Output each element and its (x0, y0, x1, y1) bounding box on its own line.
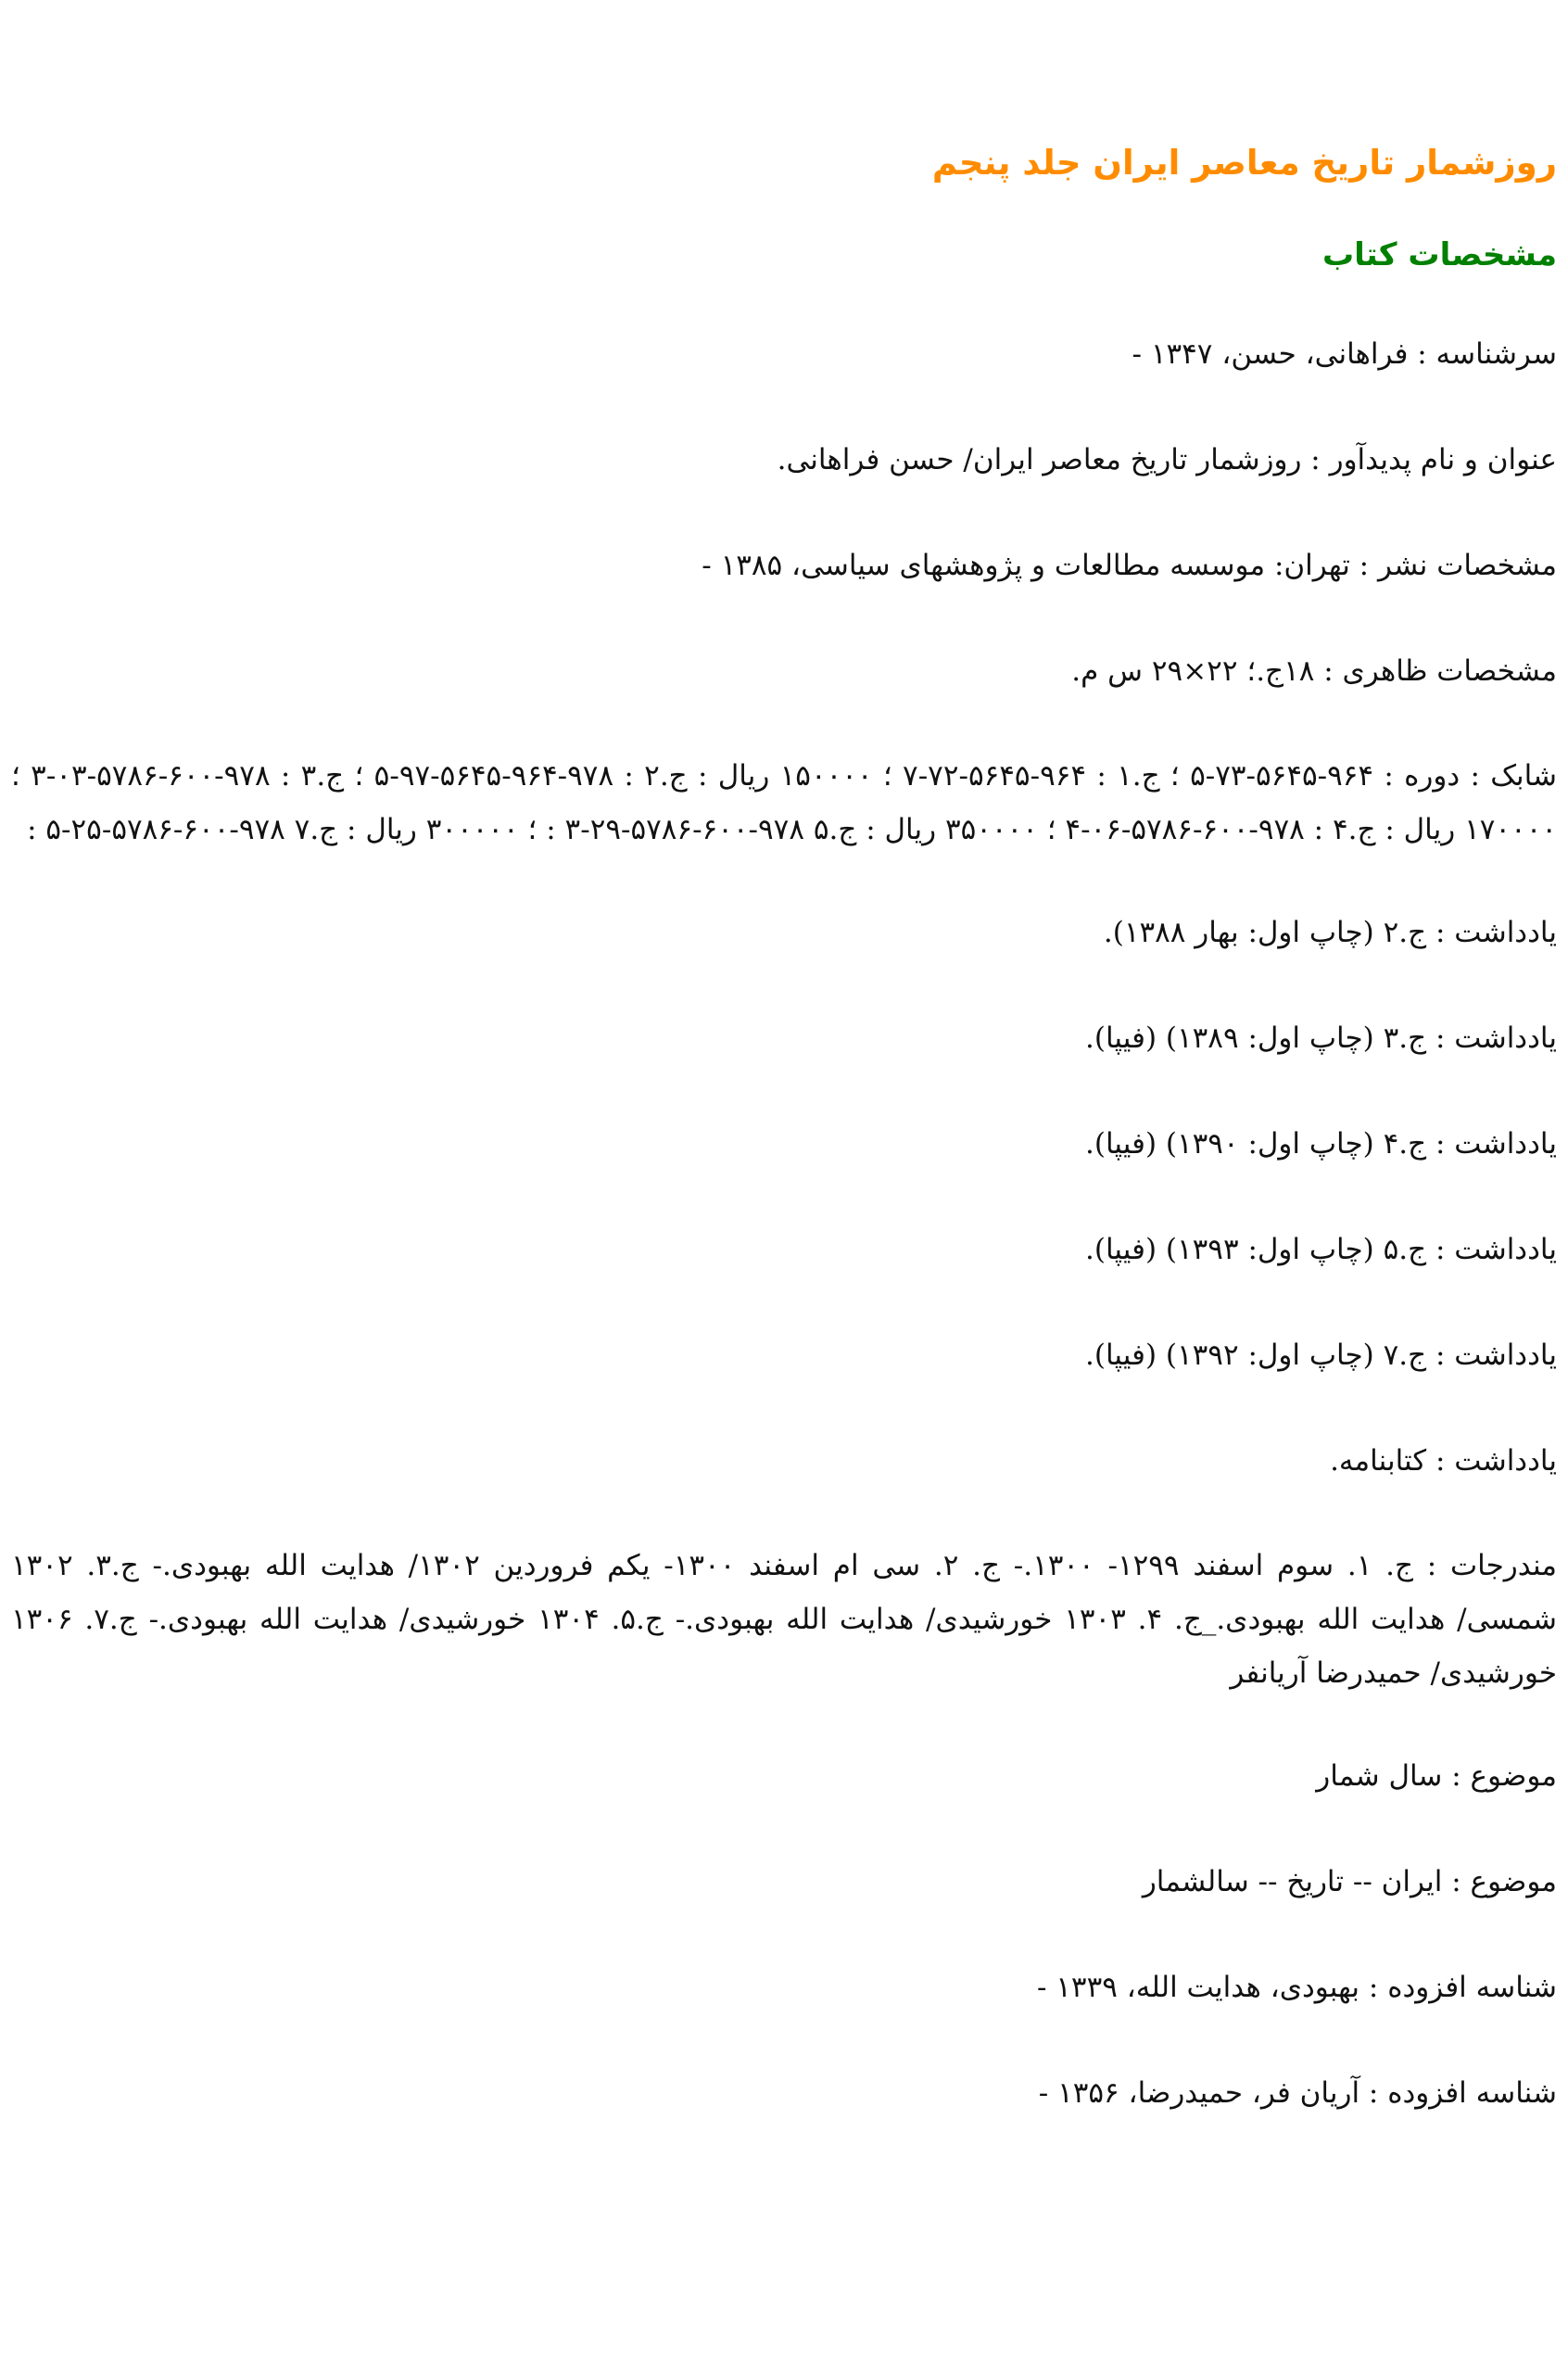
field-note-vol2: یادداشت : ج.۲ (چاپ اول: بهار ۱۳۸۸). (1103, 916, 1557, 949)
section-title: مشخصات کتاب (1321, 236, 1557, 273)
field-added-entry-aryanfar: شناسه افزوده : آریان فر، حمیدرضا، ۱۳۵۶ - (1038, 2076, 1557, 2110)
page-title: روزشمار تاریخ معاصر ایران جلد پنجم (931, 143, 1557, 183)
field-note-vol5: یادداشت : ج.۵ (چاپ اول: ۱۳۹۳) (فیپا). (1085, 1233, 1557, 1266)
field-isbn: شابک : دوره : ۹۶۴-۵۶۴۵-۷۳-۵ ؛ ج.۱ : ۹۶۴-۵۶۴۵-۷۲-۷ ؛ ۱۵۰۰۰۰ ریال : ج.۲ : ۹۷۸-۹۶۴-۵۶۴۵-۹۷-۵ ؛ ج.۳ : ۹۷۸-۶۰۰-۵۷۸۶-۰۳-۳ ؛ ۱۷۰۰۰۰ ریال : ج.۴ : ۹۷۸-۶۰۰-۵۷۸۶-۰۶-۴ ؛ ۳۵۰۰۰۰ ریال : ج.۵ ۹۷۸-۶۰۰-۵۷۸۶-۲۹-۳ : ؛ ۳۰۰۰۰۰ ریال : ج.۷ ۹۷۸-۶۰۰-۵۷۸۶-۲۵-۵ : (11, 759, 1557, 846)
field-note-bibliography: یادداشت : کتابنامه. (1330, 1444, 1557, 1478)
field-note-vol4: یادداشت : ج.۴ (چاپ اول: ۱۳۹۰) (فیپا). (1085, 1127, 1557, 1161)
field-note-vol3: یادداشت : ج.۳ (چاپ اول: ۱۳۸۹) (فیپا). (1085, 1022, 1557, 1055)
field-subject-iran-history: موضوع : ایران -- تاریخ -- سالشمار (1142, 1865, 1557, 1898)
field-physical-description: مشخصات ظاهری : ۱۸ج.؛ ۲۲×۲۹ س م. (1071, 654, 1557, 688)
field-added-entry-behboudi: شناسه افزوده : بهبودی، هدایت الله، ۱۳۳۹ - (1036, 1971, 1557, 2004)
field-publication: مشخصات نشر : تهران: موسسه مطالعات و پژوهشهای سیاسی، ۱۳۸۵ - (702, 549, 1557, 582)
field-contents: مندرجات : ج. ۱. سوم اسفند ۱۲۹۹- ۱۳۰۰.- ج. ۲. سی ام اسفند ۱۳۰۰- یکم فروردین ۱۳۰۲/ هدایت الله بهبودی.- ج.۳. ۱۳۰۲ شمسی/ هدایت الله بهبودی._ج. ۴. ۱۳۰۳ خورشیدی/ هدایت الله بهبودی.- ج.۵. ۱۳۰۴ خورشیدی/ هدایت الله بهبودی.- ج.۷. ۱۳۰۶ خورشیدی/ حمیدرضا آریانفر (11, 1549, 1557, 1690)
field-note-vol7: یادداشت : ج.۷ (چاپ اول: ۱۳۹۲) (فیپا). (1085, 1339, 1557, 1372)
field-subject-chronology: موضوع : سال شمار (1316, 1759, 1557, 1793)
field-main-entry: سرشناسه : فراهانی، حسن، ۱۳۴۷ - (1132, 337, 1557, 371)
field-title-author: عنوان و نام پدیدآور : روزشمار تاریخ معاصر ایران/ حسن فراهانی. (777, 443, 1557, 476)
